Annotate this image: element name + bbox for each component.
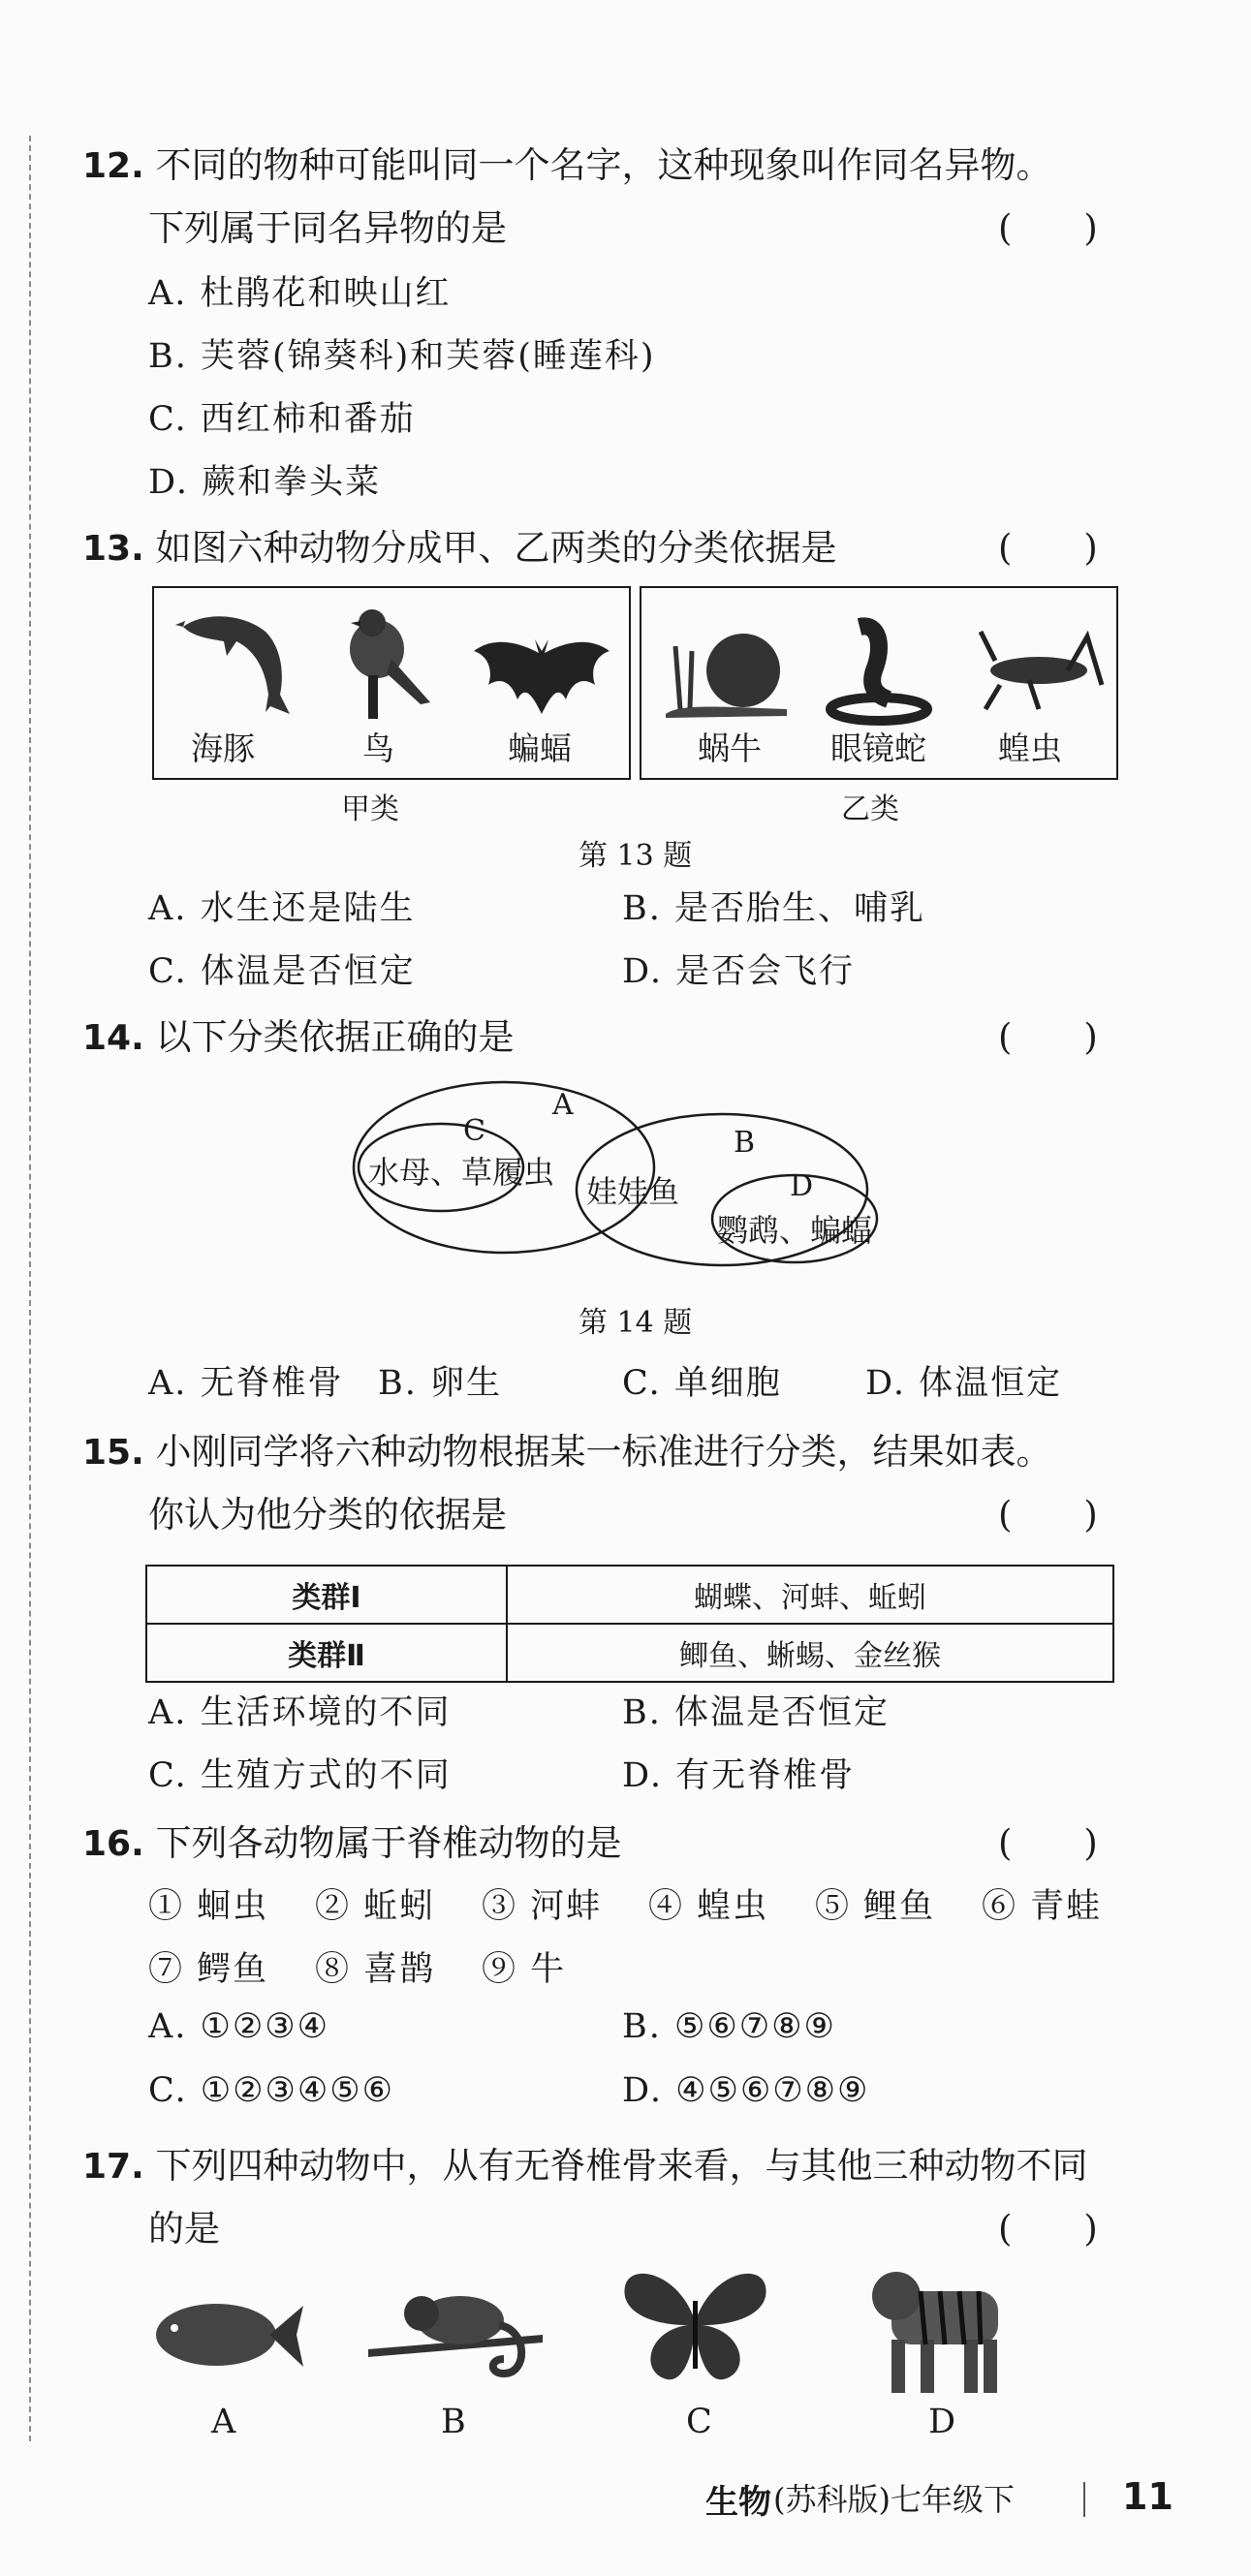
q16-option-c[interactable]: C. ①②③④⑤⑥ bbox=[148, 2071, 395, 2110]
q13-group-b-box bbox=[640, 586, 1118, 780]
q17-answer-blank[interactable]: ( ) bbox=[998, 2208, 1098, 2250]
q13-animal-snail-label: 蜗牛 bbox=[698, 729, 762, 767]
q13-line1: 如图六种动物分成甲、乙两类的分类依据是 bbox=[155, 527, 837, 569]
snail-icon bbox=[661, 617, 797, 724]
q12-answer-blank[interactable]: ( ) bbox=[998, 207, 1098, 249]
q13-animal-dolphin-label: 海豚 bbox=[191, 729, 255, 767]
venn-label-d: D bbox=[790, 1169, 814, 1203]
q13-option-b[interactable]: B. 是否胎生、哺乳 bbox=[622, 889, 925, 928]
q16-number: 16. bbox=[82, 1824, 144, 1864]
q16-line1: 下列各动物属于脊椎动物的是 bbox=[155, 1822, 622, 1864]
q15-answer-blank[interactable]: ( ) bbox=[998, 1494, 1098, 1536]
butterfly-icon[interactable] bbox=[620, 2262, 770, 2388]
venn-overlap-text: 娃娃鱼 bbox=[586, 1173, 680, 1210]
q13-option-c[interactable]: C. 体温是否恒定 bbox=[148, 952, 416, 991]
q12-stem bbox=[82, 136, 1052, 188]
q15-option-d[interactable]: D. 有无脊椎骨 bbox=[622, 1756, 856, 1795]
table-row bbox=[146, 1624, 1113, 1682]
q15-number: 15. bbox=[82, 1433, 144, 1473]
q16-item-9: ⑨ 牛 bbox=[482, 1950, 567, 1989]
q15-option-c[interactable]: C. 生殖方式的不同 bbox=[148, 1756, 452, 1795]
q16-option-b[interactable]: B. ⑤⑥⑦⑧⑨ bbox=[622, 2007, 836, 2046]
venn-label-a: A bbox=[552, 1088, 574, 1122]
q12-option-b[interactable]: B. 芙蓉(锦葵科)和芙蓉(睡莲科) bbox=[148, 337, 656, 376]
q15-classification-table bbox=[145, 1565, 1114, 1683]
q17-line1: 下列四种动物中，从有无脊椎骨来看，与其他三种动物不同 bbox=[155, 2145, 1088, 2187]
q15-group1-name: 类群Ⅰ bbox=[146, 1566, 507, 1624]
q13-animal-cobra-label: 眼镜蛇 bbox=[830, 729, 926, 767]
q16-item-7: ⑦ 鳄鱼 bbox=[148, 1950, 269, 1989]
q16-item-3: ③ 河蚌 bbox=[482, 1887, 603, 1926]
q13-figure-caption: 第 13 题 bbox=[579, 839, 693, 873]
q17-label-d: D bbox=[928, 2403, 956, 2441]
q17-label-b: B bbox=[441, 2403, 466, 2441]
q14-answer-blank[interactable]: ( ) bbox=[998, 1016, 1098, 1058]
q14-figure-caption: 第 14 题 bbox=[579, 1306, 693, 1340]
q12-option-c[interactable]: C. 西红柿和番茄 bbox=[148, 400, 416, 439]
q17-label-a: A bbox=[211, 2403, 236, 2441]
q17-stem bbox=[82, 2136, 1088, 2188]
q15-option-a[interactable]: A. 生活环境的不同 bbox=[148, 1693, 452, 1732]
q13-group-b-label: 乙类 bbox=[841, 792, 899, 826]
q13-option-d[interactable]: D. 是否会飞行 bbox=[622, 952, 856, 991]
page-number: 11 bbox=[1122, 2475, 1173, 2518]
q15-line1: 小刚同学将六种动物根据某一标准进行分类，结果如表。 bbox=[155, 1431, 1052, 1473]
cobra-icon bbox=[821, 617, 937, 729]
footer-book-title: 生物 bbox=[705, 2483, 771, 2522]
q15-stem bbox=[82, 1422, 1052, 1474]
bird-icon bbox=[333, 605, 440, 727]
q15-group1-members: 蝴蝶、河蚌、蚯蚓 bbox=[507, 1566, 1113, 1624]
q15-option-b[interactable]: B. 体温是否恒定 bbox=[622, 1693, 890, 1732]
tiger-icon[interactable] bbox=[862, 2262, 1017, 2398]
q16-item-4: ④ 蝗虫 bbox=[648, 1887, 769, 1926]
venn-label-b: B bbox=[734, 1126, 756, 1160]
q14-line1: 以下分类依据正确的是 bbox=[155, 1016, 515, 1058]
dolphin-icon bbox=[173, 598, 299, 724]
q14-option-b[interactable]: B. 卵生 bbox=[378, 1364, 502, 1403]
q14-option-a[interactable]: A. 无脊椎骨 bbox=[148, 1364, 344, 1403]
q16-item-1: ① 蛔虫 bbox=[148, 1887, 269, 1926]
venn-set-d-text: 鹦鹉、蝙蝠 bbox=[717, 1212, 873, 1249]
table-row bbox=[146, 1566, 1113, 1624]
q15-line2: 你认为他分类的依据是 bbox=[148, 1494, 507, 1536]
q17-number: 17. bbox=[82, 2147, 144, 2187]
q16-stem bbox=[82, 1814, 622, 1866]
q13-number: 13. bbox=[82, 529, 144, 569]
q16-item-5: ⑤ 鲤鱼 bbox=[815, 1887, 936, 1926]
q16-item-2: ② 蚯蚓 bbox=[315, 1887, 436, 1926]
q12-option-d[interactable]: D. 蕨和拳头菜 bbox=[148, 463, 382, 502]
q17-line2: 的是 bbox=[148, 2208, 220, 2250]
q13-group-a-label: 甲类 bbox=[341, 792, 399, 826]
bat-icon bbox=[469, 632, 614, 719]
q14-option-d[interactable]: D. 体温恒定 bbox=[865, 1364, 1063, 1403]
q13-animal-bat-label: 蝙蝠 bbox=[508, 729, 572, 767]
q16-item-6: ⑥ 青蛙 bbox=[982, 1887, 1103, 1926]
venn-label-c: C bbox=[463, 1114, 485, 1148]
chameleon-icon[interactable] bbox=[368, 2277, 543, 2393]
grasshopper-icon bbox=[971, 627, 1107, 714]
q12-number: 12. bbox=[82, 146, 144, 186]
q14-number: 14. bbox=[82, 1018, 144, 1058]
q13-group-a-box bbox=[152, 586, 631, 780]
binding-margin-line bbox=[29, 136, 31, 2441]
q13-stem bbox=[82, 518, 837, 571]
q12-option-a[interactable]: A. 杜鹃花和映山红 bbox=[148, 274, 452, 313]
q15-group2-name: 类群Ⅱ bbox=[146, 1624, 507, 1682]
q13-animal-grasshopper-label: 蝗虫 bbox=[998, 729, 1062, 767]
q13-answer-blank[interactable]: ( ) bbox=[998, 527, 1098, 569]
footer-edition: (苏科版)七年级下 bbox=[773, 2481, 1015, 2518]
q16-option-d[interactable]: D. ④⑤⑥⑦⑧⑨ bbox=[622, 2071, 870, 2110]
q16-answer-blank[interactable]: ( ) bbox=[998, 1822, 1098, 1864]
q15-group2-members: 鲫鱼、蜥蜴、金丝猴 bbox=[507, 1624, 1113, 1682]
footer-divider bbox=[1083, 2482, 1085, 2517]
q13-option-a[interactable]: A. 水生还是陆生 bbox=[148, 889, 416, 928]
q12-line2: 下列属于同名异物的是 bbox=[148, 207, 507, 249]
q16-item-8: ⑧ 喜鹊 bbox=[315, 1950, 436, 1989]
q14-stem bbox=[82, 1008, 515, 1060]
venn-set-c-text: 水母、草履虫 bbox=[368, 1154, 555, 1191]
q16-option-a[interactable]: A. ①②③④ bbox=[148, 2007, 330, 2046]
q17-label-c: C bbox=[686, 2403, 712, 2441]
q14-option-c[interactable]: C. 单细胞 bbox=[622, 1364, 782, 1403]
q12-line1: 不同的物种可能叫同一个名字，这种现象叫作同名异物。 bbox=[155, 144, 1052, 186]
fish-icon[interactable] bbox=[143, 2281, 308, 2388]
q13-animal-bird-label: 鸟 bbox=[362, 729, 394, 767]
